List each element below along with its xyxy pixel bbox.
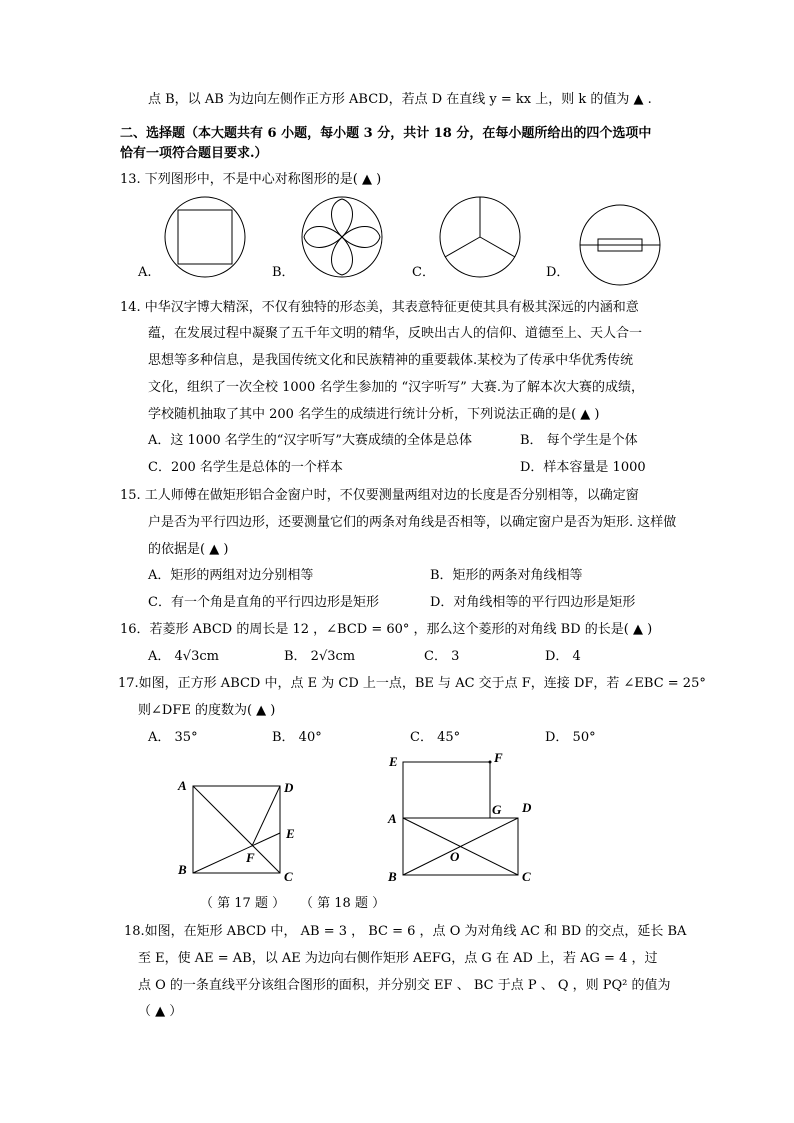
q17-option-a: A． 35° <box>148 730 198 745</box>
fig18-label-b: B <box>388 869 397 884</box>
q18-line-3: 点 O 的一条直线平分该组合图形的面积，并分别交 EF 、 BC 于点 P 、 Q ，则 PQ² 的值为 <box>138 978 671 993</box>
q15-option-a: A．矩形的两组对边分别相等 <box>148 568 314 583</box>
q15-option-b: B．矩形的两条对角线相等 <box>430 568 583 583</box>
fig17-label-d: D <box>284 780 294 795</box>
caption-18: （ 第 18 题 ） <box>300 896 386 911</box>
q16-option-c: C． 3 <box>424 649 460 664</box>
q13-option-a: A. <box>138 265 152 280</box>
fig18-point-f <box>489 761 492 764</box>
fig17-label-c: C <box>284 869 293 884</box>
section-heading-cont: 恰有一项符合题目要求.） <box>120 146 268 161</box>
q13-figures <box>0 195 794 305</box>
q16-option-d: D． 4 <box>545 649 581 664</box>
q14-option-b: B． 每个学生是个体 <box>520 433 638 448</box>
q14-line-4: 文化，组织了一次全校 1000 名学生参加的 “汉字听写” 大赛.为了解本次大赛的成绩， <box>148 380 645 395</box>
q13-stem: 13. 下列图形中，不是中心对称图形的是( ▲ ) <box>120 172 382 187</box>
q13-option-b: B． <box>272 265 295 280</box>
q17-line-2: 则∠DFE 的度数为( ▲ ) <box>138 703 276 718</box>
section-heading: 二、选择题（本大题共有 6 小题，每小题 3 分，共计 18 分，在每小题所给出的四个选项中 <box>120 126 652 141</box>
q14-option-d: D．样本容量是 1000 <box>520 460 646 475</box>
q17-option-b: B． 40° <box>272 730 322 745</box>
q14-option-c: C．200 名学生是总体的一个样本 <box>148 460 343 475</box>
q17-option-c: C． 45° <box>410 730 461 745</box>
figure-18 <box>0 748 794 888</box>
q16-stem: 16．若菱形 ABCD 的周长是 12 ，∠BCD = 60° ，那么这个菱形的对角线 BD 的长是( ▲ ) <box>120 622 653 637</box>
q15-option-d: D．对角线相等的平行四边形是矩形 <box>430 595 636 610</box>
fig17-label-b: B <box>178 862 187 877</box>
fig18-label-g: G <box>492 802 502 817</box>
fig17-label-a: A <box>178 778 187 793</box>
fig17-label-e: E <box>286 826 295 841</box>
q17-line-1: 17.如图，正方形 ABCD 中，点 E 为 CD 上一点，BE 与 AC 交于点 F，连接 DF，若 ∠EBC = 25° <box>118 676 706 691</box>
fig18-label-c: C <box>522 869 531 884</box>
q14-line-2: 蕴，在发展过程中凝聚了五千年文明的精华，反映出古人的信仰、道德至上、天人合一 <box>148 326 643 341</box>
q14-line-3: 思想等多种信息，是我国传统文化和民族精神的重要载体.某校为了传承中华优秀传统 <box>148 353 634 368</box>
q18-line-2: 至 E，使 AE = AB，以 AE 为边向右侧作矩形 AEFG，点 G 在 AD 上，若 AG = 4 ，过 <box>138 951 658 966</box>
q13-figure-b <box>302 197 382 277</box>
q13-figure-c <box>440 197 520 277</box>
caption-17: （ 第 17 题 ） <box>200 896 286 911</box>
q12-tail: 点 B，以 AB 为边向左侧作正方形 ABCD，若点 D 在直线 y = kx 上，则 k 的值为 ▲ . <box>148 92 652 107</box>
q17-option-d: D． 50° <box>545 730 596 745</box>
fig17-label-f: F <box>246 850 255 865</box>
q18-line-4: （ ▲ ） <box>138 1004 183 1019</box>
fig18-label-a: A <box>388 811 397 826</box>
q18-line-1: 18.如图，在矩形 ABCD 中， AB = 3 ， BC = 6 ，点 O 为对角线 AC 和 BD 的交点，延长 BA <box>124 924 687 939</box>
q15-line-2: 户是否为平行四边形，还要测量它们的两条对角线是否相等，以确定窗户是否为矩形. 这样做 <box>148 515 677 530</box>
q14-line-1: 14. 中华汉字博大精深，不仅有独特的形态美，其表意特征更使其具有极其深远的内涵和意 <box>120 300 639 315</box>
q16-option-a: A． 4√3cm <box>148 649 219 664</box>
q14-line-5: 学校随机抽取了其中 200 名学生的成绩进行统计分析，下列说法正确的是( ▲ ) <box>148 407 600 422</box>
q13-figure-d <box>580 205 660 285</box>
fig18-label-f: F <box>494 750 503 765</box>
q15-option-c: C．有一个角是直角的平行四边形是矩形 <box>148 595 379 610</box>
fig18-label-o: O <box>450 849 460 864</box>
q13-figure-a <box>165 197 245 277</box>
q13-option-c: C． <box>412 265 435 280</box>
q15-line-3: 的依据是( ▲ ) <box>148 542 229 557</box>
fig18-label-d: D <box>522 800 532 815</box>
q15-line-1: 15. 工人师傅在做矩形铝合金窗户时，不仅要测量两组对边的长度是否分别相等，以确定窗 <box>120 488 639 503</box>
q14-option-a: A．这 1000 名学生的“汉字听写”大赛成绩的全体是总体 <box>148 433 473 448</box>
q13-option-d: D． <box>546 265 570 280</box>
q16-option-b: B． 2√3cm <box>284 649 356 664</box>
fig18-label-e: E <box>389 754 398 769</box>
